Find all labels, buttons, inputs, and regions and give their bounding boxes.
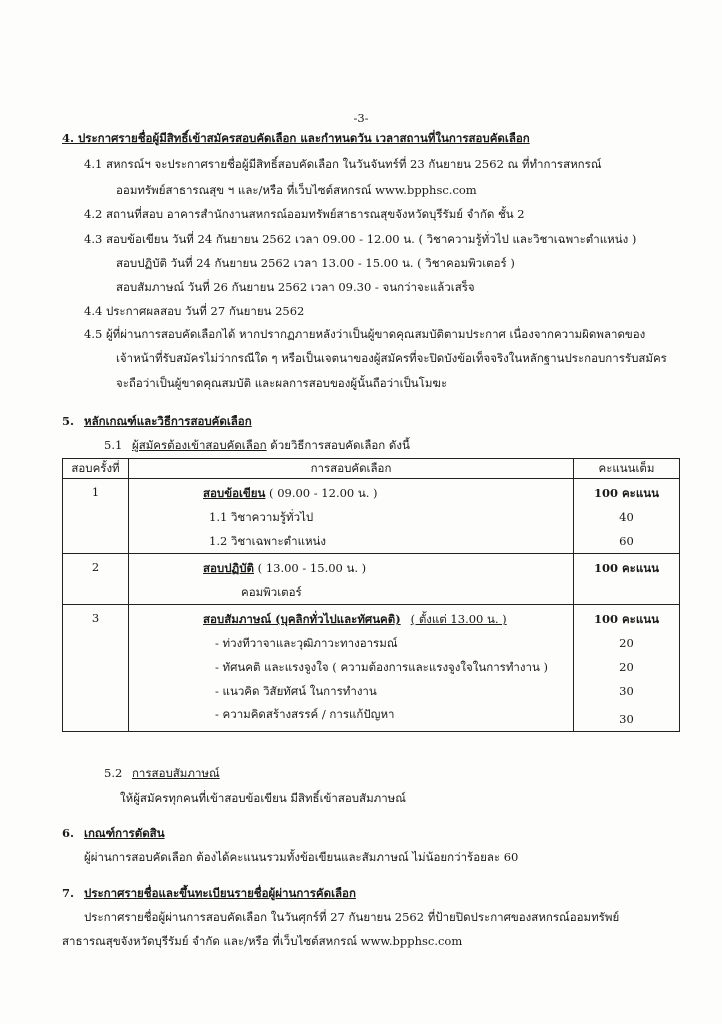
header-exam-method: การสอบคัดเลือก (129, 459, 574, 479)
item-4-2: 4.2 สถานที่สอบ อาคารสำนักงานสหกรณ์ออมทรัพย์สาธารณสุขจังหวัดบุรีรัมย์ จำกัด ชั้น 2 (84, 207, 525, 221)
section-7-line-1: ประกาศรายชื่อผู้ผ่านการสอบคัดเลือก ในวันศุกร์ที่ 27 กันยายน 2562 ที่ป้ายปิดประกาศของสหกรณ์ออมทรัพย์ (84, 910, 620, 924)
section-5-heading (62, 415, 252, 429)
section-7-title: ประกาศรายชื่อและขึ้นทะเบียนรายชื่อผู้ผ่านการคัดเลือก (84, 886, 356, 900)
method-time: ( 13.00 - 15.00 น. ) (254, 561, 367, 575)
item-5-1-underlined: ผู้สมัครต้องเข้าสอบคัดเลือก (131, 438, 267, 452)
item-5-2-text: ให้ผู้สมัครทุกคนที่เข้าสอบข้อเขียน มีสิทธิ์เข้าสอบสัมภาษณ์ (120, 791, 406, 805)
method-sub-c: - แนวคิด วิสัยทัศน์ ในการทำงาน (215, 684, 377, 698)
item-4-5-line-3: จะถือว่าเป็นผู้ขาดคุณสมบัติ และผลการสอบของผู้นั้นถือว่าเป็นโมฆะ (116, 376, 448, 390)
section-7-heading (62, 887, 356, 901)
table-row (63, 554, 680, 605)
item-5-2 (104, 767, 220, 781)
round-number: 1 (63, 479, 129, 554)
item-5-2-number: 5.2 (104, 766, 123, 780)
header-full-score: คะแนนเต็ม (574, 459, 680, 479)
section-7-line-2: สาธารณสุขจังหวัดบุรีรัมย์ จำกัด และ/หรือ ที่เว็บไซต์สหกรณ์ www.bpphsc.com (62, 934, 463, 948)
method-cell (129, 605, 574, 732)
header-exam-round: สอบครั้งที่ (63, 459, 129, 479)
exam-table (62, 458, 680, 732)
score-cell (574, 479, 680, 554)
item-4-1-line-1: 4.1 สหกรณ์ฯ จะประกาศรายชื่อผู้มีสิทธิ์สอบคัดเลือก ในวันจันทร์ที่ 23 กันยายน 2562 ณ ที่ทำการสหกรณ์ (84, 157, 602, 171)
method-time: ( ตั้งแต่ 13.00 น. ) (410, 612, 507, 626)
score-total: 100 คะแนน (593, 612, 659, 626)
method-sub-a: คอมพิวเตอร์ (241, 585, 302, 599)
round-number: 3 (63, 605, 129, 732)
method-sub-a: - ท่วงทีวาจาและวุฒิภาวะทางอารมณ์ (215, 636, 398, 650)
score-sub-d: 30 (619, 712, 634, 726)
section-6-text: ผู้ผ่านการสอบคัดเลือก ต้องได้คะแนนรวมทั้งข้อเขียนและสัมภาษณ์ ไม่น้อยกว่าร้อยละ 60 (84, 850, 519, 864)
score-sub-a: 40 (619, 510, 634, 524)
score-sub-c: 30 (619, 684, 634, 698)
item-4-3-line-3: สอบสัมภาษณ์ วันที่ 26 กันยายน 2562 เวลา 09.30 - จนกว่าจะแล้วเสร็จ (116, 280, 475, 294)
item-4-5-line-2: เจ้าหน้าที่รับสมัครไม่ว่ากรณีใด ๆ หรือเป็นเจตนาของผู้สมัครที่จะปิดบังข้อเท็จจริงในหลักฐานประกอบการรับสมัคร (116, 351, 667, 365)
section-4-title: 4. ประกาศรายชื่อผู้มีสิทธิ์เข้าสมัครสอบคัดเลือก และกำหนดวัน เวลาสถานที่ในการสอบคัดเลือก (62, 131, 530, 145)
score-sub-a: 20 (619, 636, 634, 650)
method-sub-b: - ทัศนคติ และแรงจูงใจ ( ความต้องการและแรงจูงใจในการทำงาน ) (215, 660, 548, 674)
item-5-1-number: 5.1 (104, 438, 123, 452)
section-6-heading (62, 827, 165, 841)
item-4-3-line-1: 4.3 สอบข้อเขียน วันที่ 24 กันยายน 2562 เวลา 09.00 - 12.00 น. ( วิชาความรู้ทั่วไป และวิชาเฉพาะตำแหน่ง ) (84, 232, 637, 246)
method-sub-a: 1.1 วิชาความรู้ทั่วไป (209, 510, 314, 524)
method-title-line (129, 607, 573, 631)
score-cell (574, 605, 680, 732)
item-5-1 (104, 439, 410, 453)
score-total: 100 คะแนน (593, 561, 659, 575)
item-5-1-rest: ด้วยวิธีการสอบคัดเลือก ดังนี้ (266, 438, 410, 452)
score-sub-b: 60 (619, 534, 634, 548)
section-7-number: 7. (62, 886, 75, 900)
method-title: สอบสัมภาษณ์ (บุคลิกทั่วไปและทัศนคติ) (203, 612, 401, 626)
page-number: -3- (353, 111, 369, 125)
item-4-4: 4.4 ประกาศผลสอบ วันที่ 27 กันยายน 2562 (84, 304, 305, 318)
item-4-1-line-2: ออมทรัพย์สาธารณสุข ฯ และ/หรือ ที่เว็บไซต์สหกรณ์ www.bpphsc.com (116, 183, 477, 197)
item-4-3-line-2: สอบปฏิบัติ วันที่ 24 กันยายน 2562 เวลา 13.00 - 15.00 น. ( วิชาคอมพิวเตอร์ ) (116, 256, 515, 270)
method-cell (129, 479, 574, 554)
item-4-5-line-1: 4.5 ผู้ที่ผ่านการสอบคัดเลือกได้ หากปรากฏภายหลังว่าเป็นผู้ขาดคุณสมบัติตามประกาศ เนื่องจากความผิดพลาดของ (84, 327, 646, 341)
method-title-line (129, 556, 573, 580)
round-number: 2 (63, 554, 129, 605)
item-5-2-title: การสอบสัมภาษณ์ (131, 766, 220, 780)
method-cell (129, 554, 574, 605)
method-sub-b: 1.2 วิชาเฉพาะตำแหน่ง (209, 534, 327, 548)
method-title-line (129, 481, 573, 505)
method-title: สอบปฏิบัติ (203, 561, 255, 575)
score-total: 100 คะแนน (593, 486, 659, 500)
score-sub-b: 20 (619, 660, 634, 674)
table-header-row (63, 459, 680, 479)
section-5-title: หลักเกณฑ์และวิธีการสอบคัดเลือก (84, 414, 252, 428)
method-sub-d: - ความคิดสร้างสรรค์ / การแก้ปัญหา (215, 707, 395, 721)
table-row (63, 479, 680, 554)
method-time: ( 09.00 - 12.00 น. ) (265, 486, 378, 500)
method-title: สอบข้อเขียน (203, 486, 266, 500)
section-5-number: 5. (62, 414, 75, 428)
section-6-number: 6. (62, 826, 75, 840)
score-cell (574, 554, 680, 605)
table-row (63, 605, 680, 732)
section-6-title: เกณฑ์การตัดสิน (84, 826, 165, 840)
